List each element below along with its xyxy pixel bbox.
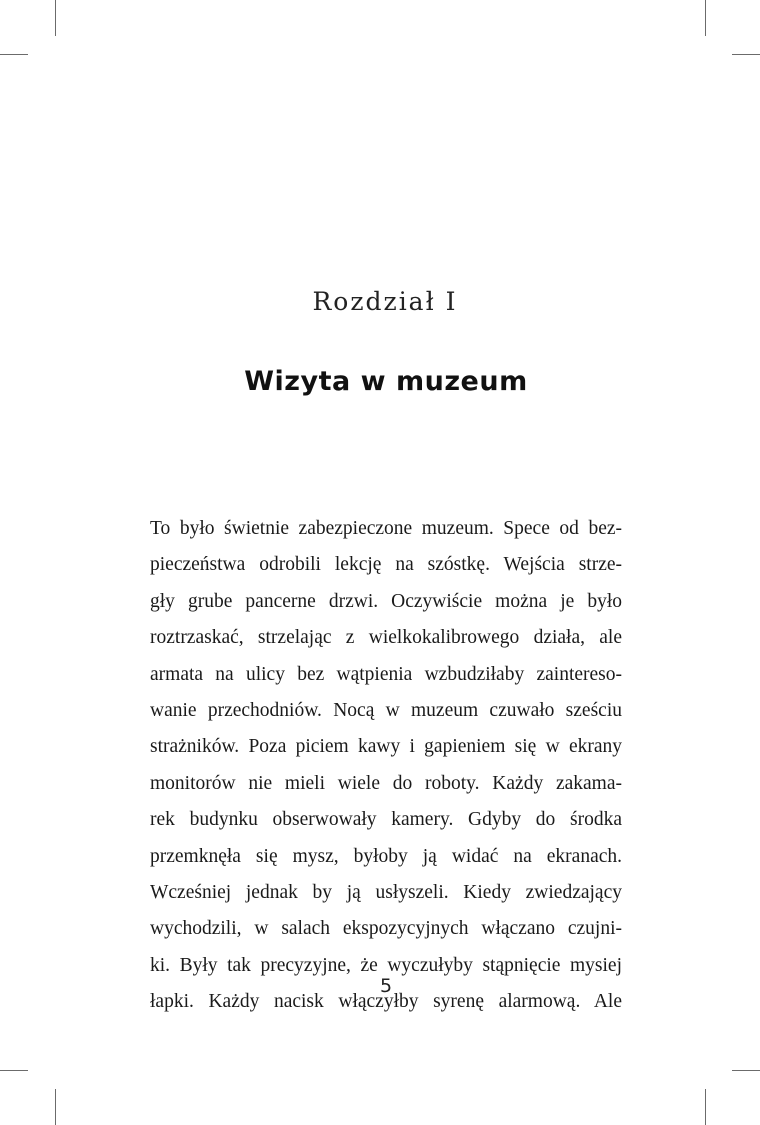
- text-line: Wcześniej jednak by ją usłyszeli. Kiedy zwiedzający: [150, 881, 622, 903]
- crop-mark-top-left: [55, 0, 56, 36]
- text-line: ki. Były tak precyzyjne, że wyczułyby stąpnięcie mysiej: [150, 954, 622, 976]
- text-line: wanie przechodniów. Nocą w muzeum czuwało sześciu: [150, 699, 622, 721]
- text-line: strażników. Poza piciem kawy i gapieniem się w ekrany: [150, 736, 622, 758]
- crop-mark-top-right: [705, 0, 706, 36]
- body-text: [150, 511, 622, 1020]
- crop-mark-bottom-left: [55, 1089, 56, 1125]
- page-number: 5: [379, 975, 393, 997]
- text-line: To było świetnie zabezpieczone muzeum. Spece od bez-: [150, 518, 622, 539]
- chapter-label: Rozdział I: [312, 287, 458, 316]
- text-line: łapki. Każdy nacisk włączyłby syrenę alarmową. Ale: [150, 991, 622, 1013]
- text-line: gły grube pancerne drzwi. Oczywiście można je było: [150, 590, 622, 612]
- crop-mark-left-bottom: [0, 1070, 28, 1071]
- text-line: pieczeństwa odrobili lekcję na szóstkę. Wejścia strze-: [150, 554, 622, 576]
- crop-mark-bottom-right: [705, 1089, 706, 1125]
- crop-mark-right-bottom: [732, 1070, 760, 1071]
- crop-mark-right-top: [732, 54, 760, 55]
- text-line: rek budynku obserwowały kamery. Gdyby do środka: [150, 809, 622, 831]
- text-line: monitorów nie mieli wiele do roboty. Każdy zakama-: [150, 772, 622, 794]
- text-line: roztrzaskać, strzelając z wielkokalibrowego działa, ale: [150, 627, 622, 649]
- crop-mark-left-top: [0, 54, 28, 55]
- text-line: armata na ulicy bez wątpienia wzbudziłaby zaintereso-: [150, 663, 622, 685]
- text-line: przemknęła się mysz, byłoby ją widać na ekranach.: [150, 845, 622, 867]
- chapter-title: Wizyta w muzeum: [244, 366, 528, 397]
- text-line: wychodzili, w salach ekspozycyjnych włączano czujni-: [150, 918, 622, 940]
